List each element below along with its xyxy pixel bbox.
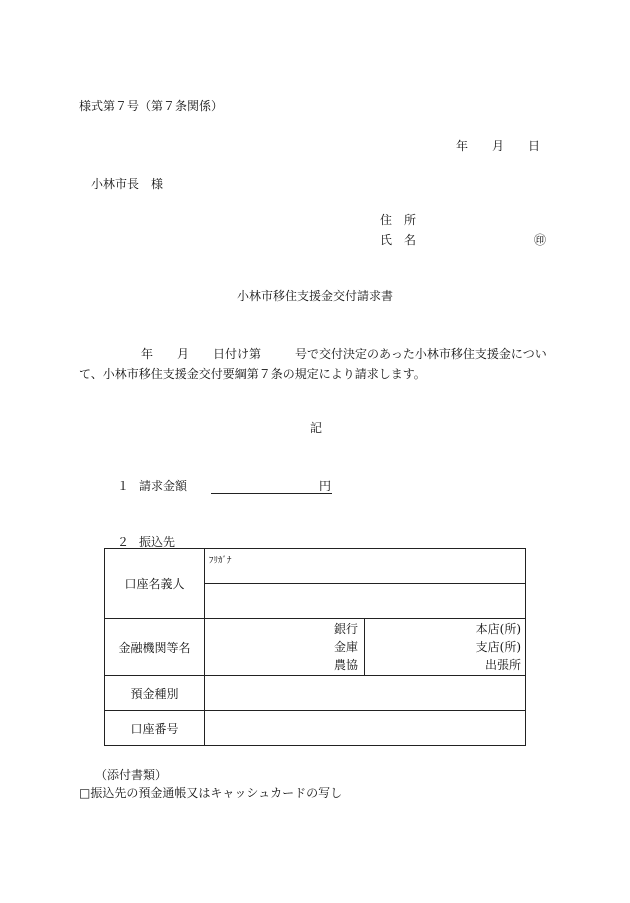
attachment-item: □振込先の預金通帳又はキャッシュカードの写し [79, 786, 343, 800]
institution-type-ja: 農協 [333, 658, 358, 672]
institution-label: 金融機関等名 [105, 619, 205, 676]
institution-type-credit: 金庫 [333, 640, 358, 654]
furigana-label: ﾌﾘｶﾞﾅ [209, 556, 232, 566]
account-holder-field[interactable] [205, 584, 526, 619]
item1-number: １ [117, 479, 130, 493]
branch-type-branch: 支店(所) [475, 640, 522, 654]
name-label: 氏 名 [380, 233, 417, 247]
date-month: 月 [492, 139, 505, 153]
attachments-heading: （添付書類） [95, 768, 168, 782]
body-line-1 [141, 347, 547, 361]
branch-type-main: 本店(所) [475, 622, 522, 636]
date-line [456, 139, 540, 153]
body-day-no: 日付け第 [213, 347, 262, 361]
institution-type-bank: 銀行 [333, 622, 358, 636]
body-year: 年 [141, 347, 154, 361]
item2-number: ２ [117, 535, 130, 549]
branch-field[interactable] [365, 619, 526, 676]
addressee: 小林市長 様 [91, 177, 164, 191]
deposit-type-field[interactable] [205, 676, 526, 711]
body-line-2: て、小林市移住支援金交付要綱第７条の規定により請求します。 [79, 367, 426, 381]
institution-field[interactable] [205, 619, 365, 676]
deposit-type-label: 預金種別 [105, 676, 205, 711]
ki-mark: 記 [310, 421, 323, 435]
furigana-field[interactable] [205, 549, 526, 584]
date-day: 日 [528, 139, 541, 153]
item2-label: 振込先 [139, 535, 176, 549]
account-holder-label: 口座名義人 [105, 549, 205, 619]
item1-unit: 円 [319, 479, 332, 493]
branch-type-office: 出張所 [485, 658, 522, 672]
body-rest: 号で交付決定のあった小林市移住支援金につい [295, 347, 547, 361]
item1-label: 請求金額 [139, 479, 188, 493]
amount-underline [211, 493, 332, 494]
document-title: 小林市移住支援金交付請求書 [237, 289, 394, 303]
form-number: 様式第７号（第７条関係） [79, 99, 224, 113]
body-month: 月 [177, 347, 190, 361]
date-year: 年 [456, 139, 469, 153]
address-label: 住 所 [380, 213, 417, 227]
account-number-label: 口座番号 [105, 711, 205, 746]
account-number-field[interactable] [205, 711, 526, 746]
seal-mark: ㊞ [534, 233, 547, 247]
bank-account-table [104, 548, 526, 746]
